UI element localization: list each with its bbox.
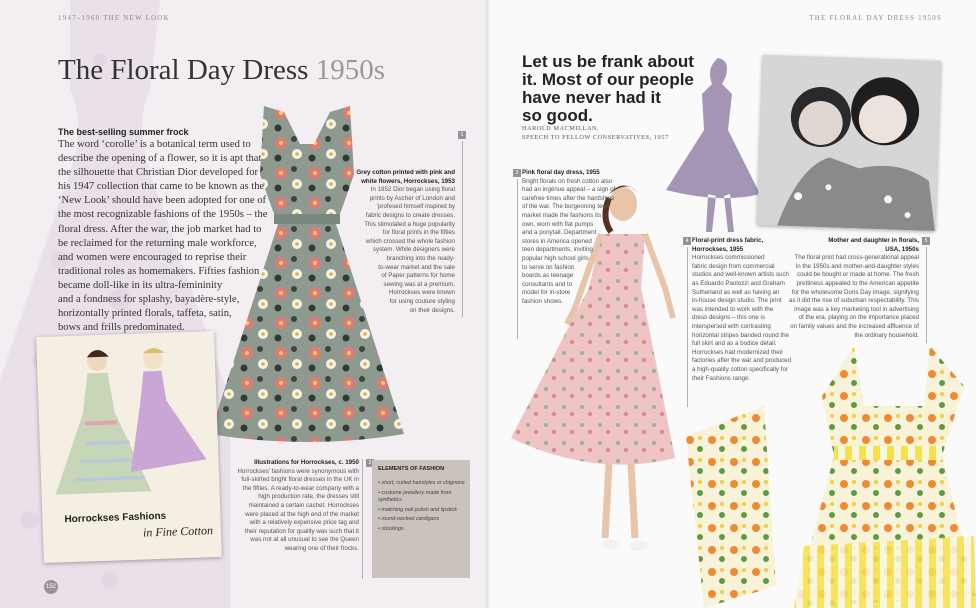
- page-title: [58, 54, 385, 87]
- caption-title-line: Grey cotton printed with pink and: [356, 169, 455, 176]
- body-line: ‘New Look’ should have been adopted for one of: [58, 195, 267, 207]
- caption-line: sewing was at a premium,: [383, 280, 455, 288]
- caption-number-2: 2: [366, 459, 374, 467]
- body-line: and women were encouraged to reprise their: [58, 251, 247, 263]
- caption-line: for floral prints in the fifties: [382, 229, 455, 237]
- caption-line: were placed at the high end of the market: [245, 510, 359, 518]
- caption-line: Horrockses were known: [388, 289, 455, 297]
- body-line: became doll-like in its ultra-femininity: [58, 279, 223, 291]
- caption-line: for using couture styling: [389, 297, 455, 305]
- caption-rule-1: [462, 141, 463, 317]
- body-line: the most recognizable fashions of the 1950s – the: [58, 209, 268, 221]
- caption-line: factories after the war and produced: [692, 357, 792, 365]
- quote-line: have never had it: [522, 88, 661, 107]
- yellow-floral-dress-and-fabric: [684, 346, 976, 608]
- caption-line: The floral print had cross-generational appeal: [794, 254, 919, 262]
- caption-line: branching into the ready-: [386, 254, 455, 262]
- caption-line: Horrockses' fashions were synonymous with: [237, 467, 359, 475]
- elements-list: [378, 480, 466, 536]
- caption-line: own, worn with flat pumps: [522, 220, 594, 228]
- mother-daughter-photo: [757, 55, 941, 231]
- caption-line: teen departments, inviting: [522, 246, 593, 254]
- list-item: • matching nail polish and lipstick: [378, 506, 457, 513]
- quote-attribution: [522, 124, 669, 142]
- caption-number-4: 4: [683, 237, 691, 245]
- quote-line: it. Most of our people: [522, 70, 694, 89]
- caption-line: could be bought or made at home. The fresh: [797, 271, 919, 279]
- caption-illustrations: [215, 459, 359, 554]
- caption-line: fabric designs to create dresses.: [365, 211, 455, 219]
- caption-line: model for in-store: [522, 289, 571, 297]
- caption-line: consultants and to: [522, 280, 573, 288]
- caption-line: market made the fashions its: [522, 211, 602, 219]
- caption-line: in-house design studio. The print: [692, 297, 782, 305]
- caption-line: Horrockses commissioned: [692, 254, 765, 262]
- subheading: The best-selling summer frock: [58, 127, 189, 137]
- caption-line: was intended to work with the: [692, 305, 774, 313]
- left-running-head: 1947–1960 THE NEW LOOK: [58, 14, 170, 22]
- body-line: describe the opening of a flower, so it is apt that: [58, 153, 262, 165]
- caption-line: was not at all unusual to see the Queen: [250, 536, 359, 544]
- caption-number-5: 5: [922, 237, 930, 245]
- body-line: be reclaimed for the returning male workforce,: [58, 237, 257, 249]
- caption-line: on family values and the increased affluence of: [790, 322, 919, 330]
- caption-line: wearing one of their frocks.: [284, 544, 359, 552]
- caption-title-line: USA, 1950s: [885, 245, 919, 253]
- title-main: The Floral Day Dress: [58, 54, 309, 86]
- caption-line: prettiness appealed to the American appetite: [796, 279, 919, 287]
- elements-box-title: ELEMENTS OF FASHION: [378, 466, 445, 472]
- caption-line: Bright florals on fresh cotton also: [522, 177, 613, 185]
- caption-line: high production rate, the dresses still: [258, 493, 359, 501]
- body-line: bows and frills predominated.: [58, 322, 185, 334]
- caption-line: a high-quality cotton specifically for: [692, 365, 788, 373]
- caption-title-line: Floral-print dress fabric,: [692, 237, 764, 244]
- caption-line: studios and well-known artists such: [692, 271, 789, 279]
- caption-line: in the 1950s and mother-and-daughter styles: [795, 262, 919, 270]
- caption-title-line: white flowers, Horrockses, 1953: [361, 177, 455, 185]
- list-item: • costume jewellery made from synthetics: [378, 489, 452, 503]
- list-item: • short, curled hairstyles or chignons: [378, 480, 465, 486]
- caption-line: their reputation for quality was such that it: [244, 527, 359, 535]
- body-line: horizontally printed florals, taffeta, satin,: [58, 308, 232, 320]
- quote-line: so good.: [522, 106, 593, 125]
- illustration-brand: Horrockses Fashions: [64, 510, 167, 526]
- caption-number-1: 1: [458, 131, 466, 139]
- caption-line: for the wholesome Doris Day image, signifying: [791, 288, 919, 296]
- caption-title-line: Horrockses, 1955: [692, 245, 744, 253]
- caption-line: Sutherland as well as having an: [692, 288, 780, 296]
- caption-line: as Eduardo Paolozzi and Graham: [692, 279, 785, 287]
- caption-line: with a relatively expensive price tag and: [249, 519, 359, 527]
- caption-title: Illustrations for Horrockses, c. 1950: [254, 459, 359, 466]
- caption-line: prints by Ascher of London and: [369, 194, 455, 202]
- caption-number-3: 3: [513, 169, 521, 177]
- body-line: and a fondness for splashy, bayadère-style,: [58, 294, 240, 306]
- caption-line: the ordinary household.: [854, 331, 919, 339]
- right-running-head: THE FLORAL DAY DRESS 1950S: [809, 14, 942, 22]
- caption-line: full-skirted bright floral dresses in the UK in: [241, 476, 359, 484]
- body-line: the silhouette that Christian Dior developed for: [58, 167, 259, 179]
- caption-rule-5: [926, 247, 927, 343]
- body-line: The word ‘corolle’ is a botanical term used to: [58, 139, 251, 150]
- list-item: • round-necked cardigans: [378, 516, 440, 523]
- caption-line: their Fashions range.: [692, 374, 751, 382]
- caption-rule-2: [362, 459, 363, 579]
- caption-line: of Paper patterns for home: [381, 272, 455, 280]
- caption-line: to-wear market and the sale: [378, 263, 455, 271]
- caption-line: stores in America opened: [522, 237, 592, 245]
- caption-line: to serve on fashion: [522, 263, 575, 271]
- caption-line: popular high school girls: [522, 254, 589, 262]
- caption-title: Pink floral day dress, 1955: [522, 169, 600, 176]
- illustration-figures: [46, 339, 209, 504]
- caption-line: In 1952 Dior began using floral: [370, 186, 455, 194]
- body-line: traditional roles as homemakers. Fifties fashion: [58, 265, 260, 277]
- caption-line: dress designs – this one is: [692, 314, 765, 322]
- caption-line: and a ponytail. Department: [522, 229, 597, 237]
- quote-line: Let us be frank about: [522, 52, 694, 71]
- attribution-line: SPEECH TO FELLOW CONSERVATIVES, 1957: [522, 134, 669, 141]
- body-line: floral dress. After the war, the job market had to: [58, 223, 262, 235]
- caption-line: Horrockses had modernized their: [692, 348, 784, 356]
- caption-title-line: Mother and daughter in florals,: [828, 237, 919, 244]
- photo-figures: [757, 55, 941, 231]
- caption-grey-dress: [330, 169, 455, 315]
- caption-line: maintained a certain cachet. Horrockses: [248, 501, 359, 509]
- caption-line: the fifties. A ready-to-wear company with a: [242, 484, 359, 492]
- caption-line: on their designs.: [409, 306, 455, 314]
- attribution-line: HAROLD MACMILLAN,: [522, 125, 600, 132]
- list-item: • stockings: [378, 526, 404, 533]
- title-decade: 1950s: [315, 54, 386, 86]
- illustration-tagline: in Fine Cotton: [142, 523, 214, 540]
- caption-line: boards as teenage: [522, 272, 574, 280]
- caption-line: system. While designers were: [372, 246, 455, 254]
- caption-pink-dress: [522, 169, 634, 307]
- caption-line: ‘profesed himself inspired by: [376, 203, 455, 211]
- caption-mother-daughter: [766, 237, 919, 340]
- caption-line: as it did the rise of suburban respectability. This: [788, 297, 919, 305]
- caption-line: of the era, playing on the importance placed: [798, 314, 919, 322]
- caption-line: which crossed the whole fashion: [365, 237, 455, 245]
- caption-line: fashion shows.: [522, 297, 563, 305]
- caption-line: image was a key marketing tool in advertising: [794, 305, 919, 313]
- caption-line: horizontal stripes banded round the: [692, 331, 790, 339]
- caption-line: fabric design from commercial: [692, 262, 775, 270]
- caption-line: full skirt and as a bodice detail.: [692, 340, 777, 348]
- horrockses-illustration: [36, 331, 222, 563]
- caption-line: of the war. The burgeoning teen: [522, 203, 610, 211]
- caption-rule-4: [687, 247, 688, 407]
- caption-line: carefree times after the hardships: [522, 194, 615, 202]
- page-number: 152: [44, 580, 58, 594]
- caption-line: had an ingénue appeal – a sign of: [522, 186, 616, 194]
- caption-line: This stimulated a huge popularity: [364, 220, 455, 228]
- caption-rule-3: [517, 179, 518, 339]
- body-line: his 1947 collection that came to be known as the: [58, 181, 265, 193]
- caption-line: interspersed with contrasting: [692, 322, 771, 330]
